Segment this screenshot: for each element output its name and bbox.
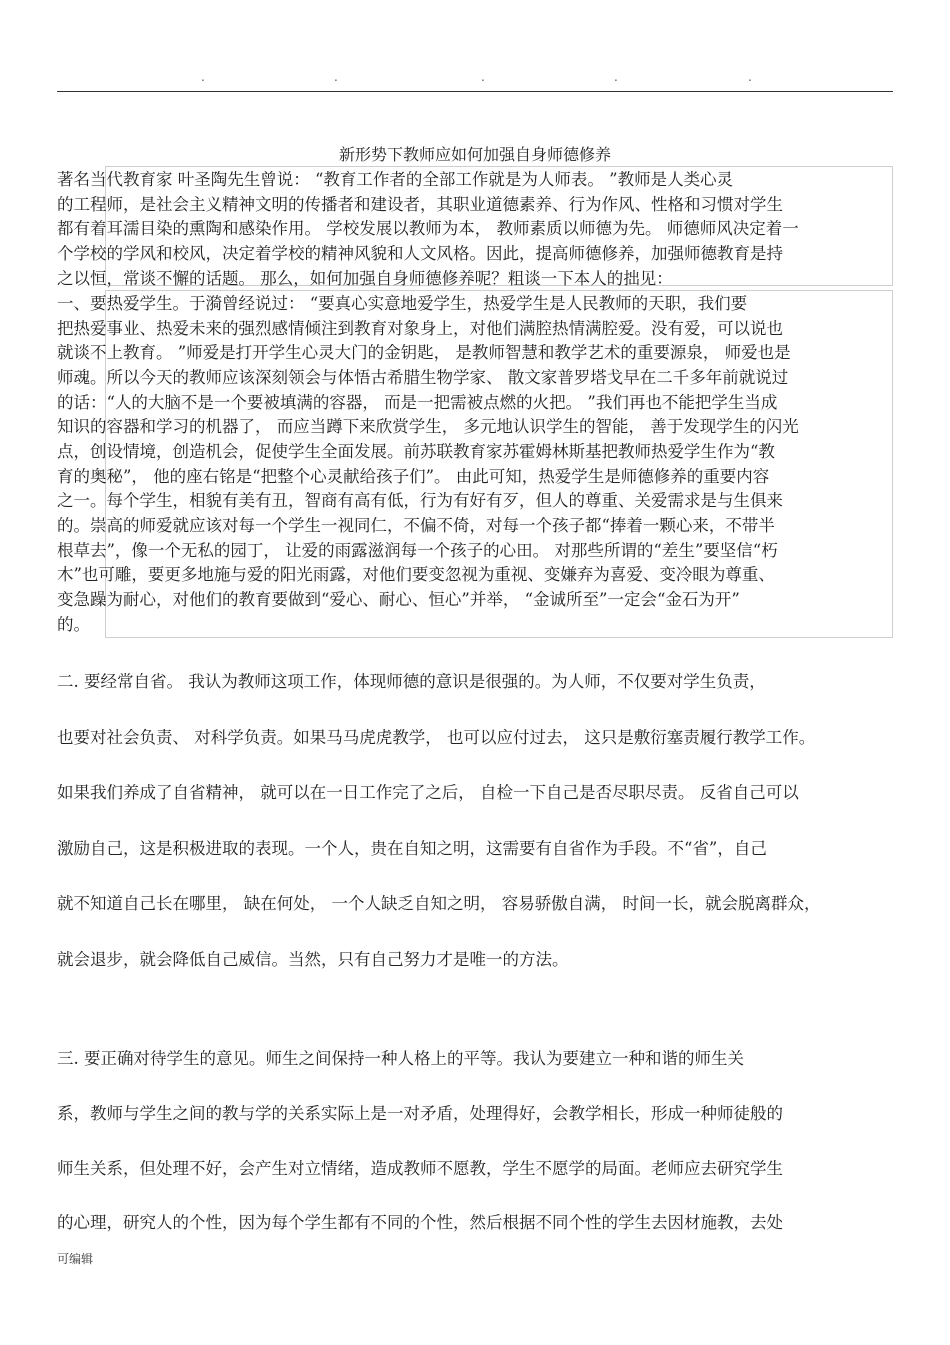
- text-line: 把热爱事业、热爱未来的强烈感情倾注到教育对象身上，对他们满腔热情满腔爱。没有爱，可以说也: [57, 319, 783, 338]
- text-line: 就不知道自己长在哪里， 缺在何处， 一个人缺乏自知之明， 容易骄傲自满， 时间一长，就会脱离群众，: [57, 894, 821, 913]
- document-title: 新形势下教师应如何加强自身师德修养: [338, 145, 611, 164]
- text-line: 的。崇高的师爱就应该对每一个学生一视同仁，不偏不倚，对每一个孩子都“捧着一颗心来，不带半: [57, 516, 775, 535]
- text-line: 师生关系，但处理不好，会产生对立情绪，造成教师不愿教，学生不愿学的局面。老师应去研究学生: [57, 1159, 783, 1178]
- text-line: 之一。每个学生，相貌有美有丑，智商有高有低，行为有好有歹，但人的尊重、关爱需求是与生俱来: [57, 491, 783, 510]
- text-line: 二. 要经常自省。 我认为教师这项工作，体现师德的意识是很强的。为人师，不仅要对学生负责，: [57, 672, 766, 691]
- text-line: 激励自己，这是积极进取的表现。一个人，贵在自知之明，这需要有自省作为手段。不“省”，自己: [57, 839, 767, 858]
- text-line: 之以恒，常谈不懈的话题。 那么，如何加强自身师德修养呢？粗谈一下本人的拙见：: [57, 269, 673, 288]
- text-line: 系，教师与学生之间的教与学的关系实际上是一对矛盾，处理得好，会教学相长，形成一种师徒般的: [57, 1104, 783, 1123]
- text-line: 变急躁为耐心，对他们的教育要做到“爱心、耐心、恒心”并举， “金诚所至”一定会“金石为开”: [57, 590, 740, 609]
- text-line: 根草去”，像一个无私的园丁， 让爱的雨露滋润每一个孩子的心田。 对那些所谓的“差生”要坚信“朽: [57, 541, 778, 560]
- text-line: 也要对社会负责、 对科学负责。如果马马虎虎教学， 也可以应付过去， 这只是敷衍塞责履行教学工作。: [57, 728, 816, 747]
- editable-footer-label: 可编辑: [57, 1252, 94, 1266]
- text-line: 点，创设情境，创造机会，促使学生全面发展。前苏联教育家苏霍姆林斯基把教师热爱学生作为“教: [57, 442, 775, 461]
- text-line: 都有着耳濡目染的熏陶和感染作用。 学校发展以教师为本， 教师素质以师德为先。 师德师风决定着一: [57, 219, 799, 238]
- text-line: 的工程师，是社会主义精神文明的传播者和建设者，其职业道德素养、行为作风、性格和习惯对学生: [57, 195, 783, 214]
- header-dot: .: [334, 70, 338, 84]
- text-line: 知识的容器和学习的机器了， 而应当蹲下来欣赏学生， 多元地认识学生的智能， 善于发现学生的闪光: [57, 417, 799, 436]
- text-line: 木”也可雕，要更多地施与爱的阳光雨露，对他们要变忽视为重视、变嫌弃为喜爱、变冷眼为尊重、: [57, 565, 775, 584]
- text-line: 如果我们养成了自省精神， 就可以在一日工作完了之后， 自检一下自己是否尽职尽责。 反省自己可以: [57, 783, 799, 802]
- text-line: 就会退步，就会降低自己威信。当然，只有自己努力才是唯一的方法。: [57, 950, 569, 969]
- header-dot: .: [481, 70, 485, 84]
- text-line: 的话：“人的大脑不是一个要被填满的容器， 而是一把需被点燃的火把。 ”我们再也不能把学生当成: [57, 393, 778, 412]
- text-line: 师魂。所以今天的教师应该深刻领会与体悟古希腊生物学家、 散文家普罗塔戈早在二千多年前就说过: [57, 368, 789, 387]
- text-line: 的。: [57, 615, 90, 634]
- text-line: 个学校的学风和校风，决定着学校的精神风貌和人文风格。因此，提高师德修养，加强师德教育是持: [57, 244, 783, 263]
- text-line: 三. 要正确对待学生的意见。师生之间保持一种人格上的平等。我认为要建立一种和谐的师生关: [57, 1049, 744, 1068]
- header-dot: .: [201, 70, 205, 84]
- header-rule: [57, 91, 893, 92]
- text-line: 一、要热爱学生。于漪曾经说过： “要真心实意地爱学生，热爱学生是人民教师的天职，我们要: [57, 294, 748, 313]
- text-line: 的心理，研究人的个性，因为每个学生都有不同的个性，然后根据不同个性的学生去因材施教，去处: [57, 1213, 783, 1232]
- text-line: 育的奥秘”， 他的座右铭是“把整个心灵献给孩子们”。 由此可知，热爱学生是师德修养的重要内容: [57, 467, 770, 486]
- header-dot: .: [748, 70, 752, 84]
- text-line: 著名当代教育家 叶圣陶先生曾说： “教育工作者的全部工作就是为人师表。 ”教师是人类心灵: [57, 170, 734, 189]
- text-line: 就谈不上教育。 ”师爱是打开学生心灵大门的金钥匙， 是教师智慧和教学艺术的重要源泉， 师爱也是: [57, 343, 791, 362]
- header-dot: .: [614, 70, 618, 84]
